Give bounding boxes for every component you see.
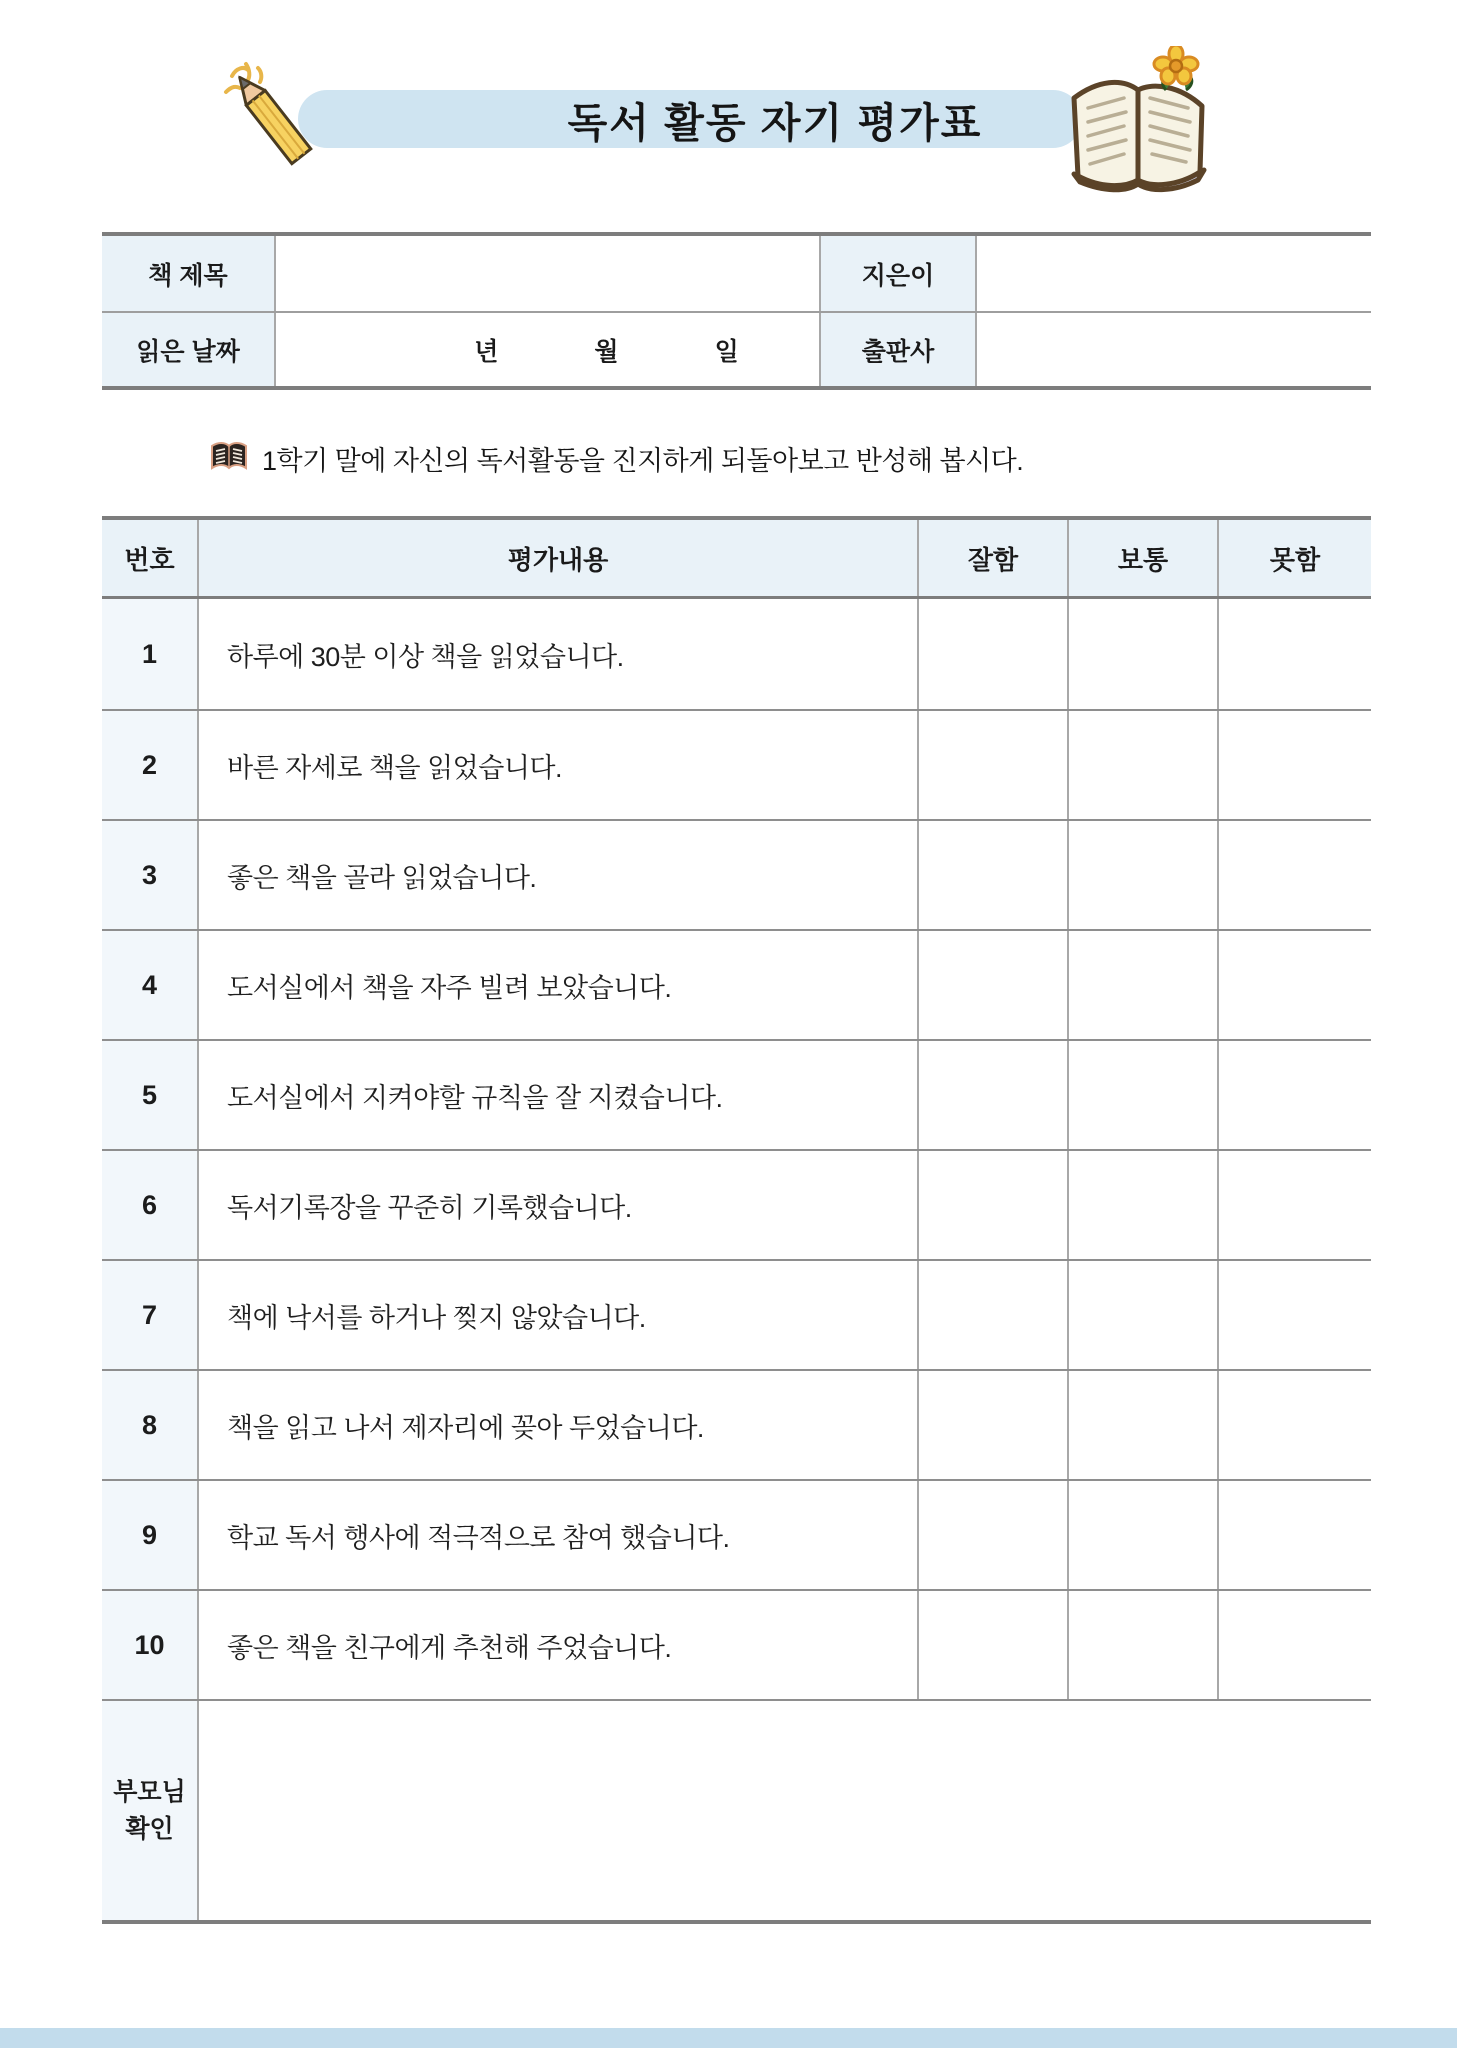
rating-cell-good[interactable]: [919, 1481, 1069, 1589]
publisher-label: 출판사: [821, 313, 977, 386]
title-banner-row: [102, 0, 1371, 232]
row-content: 도서실에서 지켜야할 규칙을 잘 지켰습니다.: [199, 1041, 919, 1149]
book-title-label: 책 제목: [102, 236, 276, 311]
row-content: 책에 낙서를 하거나 찢지 않았습니다.: [199, 1261, 919, 1369]
row-number: 1: [102, 599, 199, 709]
header-good: 잘함: [919, 520, 1069, 596]
table-row: [102, 929, 1371, 1039]
rating-cell-good[interactable]: [919, 931, 1069, 1039]
row-number: 7: [102, 1261, 199, 1369]
info-row-title-author: [102, 236, 1371, 311]
table-row: [102, 819, 1371, 929]
rating-cell-good[interactable]: [919, 599, 1069, 709]
row-content: 바른 자세로 책을 읽었습니다.: [199, 711, 919, 819]
rating-cell-good[interactable]: [919, 1151, 1069, 1259]
month-unit-label: 월: [594, 337, 619, 366]
row-content: 독서기록장을 꾸준히 기록했습니다.: [199, 1151, 919, 1259]
rating-cell-poor[interactable]: [1219, 599, 1371, 709]
footer-accent-band: [0, 2028, 1457, 2048]
book-title-field[interactable]: [276, 236, 821, 311]
publisher-field[interactable]: [977, 313, 1371, 386]
day-unit-label: 일: [714, 337, 739, 366]
header-average: 보통: [1069, 520, 1219, 596]
read-date-field[interactable]: [276, 313, 821, 386]
table-row: [102, 1589, 1371, 1699]
year-unit-label: 년: [474, 337, 499, 366]
rating-cell-good[interactable]: [919, 821, 1069, 929]
row-number: 3: [102, 821, 199, 929]
rating-cell-good[interactable]: [919, 1591, 1069, 1699]
rating-cell-poor[interactable]: [1219, 1481, 1371, 1589]
instruction-text: 1학기 말에 자신의 독서활동을 진지하게 되돌아보고 반성해 봅시다.: [262, 445, 1024, 476]
row-content: 학교 독서 행사에 적극적으로 참여 했습니다.: [199, 1481, 919, 1589]
rating-cell-poor[interactable]: [1219, 1591, 1371, 1699]
rating-cell-average[interactable]: [1069, 821, 1219, 929]
row-number: 9: [102, 1481, 199, 1589]
row-number: 10: [102, 1591, 199, 1699]
table-row: [102, 1479, 1371, 1589]
parent-confirmation-label: [102, 1701, 199, 1920]
rating-cell-average[interactable]: [1069, 599, 1219, 709]
author-field[interactable]: [977, 236, 1371, 311]
header-poor: 못함: [1219, 520, 1371, 596]
rating-cell-average[interactable]: [1069, 1591, 1219, 1699]
rating-cell-poor[interactable]: [1219, 1041, 1371, 1149]
info-row-date-publisher: [102, 311, 1371, 386]
rating-cell-average[interactable]: [1069, 1151, 1219, 1259]
table-header-row: [102, 520, 1371, 599]
rating-cell-poor[interactable]: [1219, 821, 1371, 929]
row-content: 책을 읽고 나서 제자리에 꽂아 두었습니다.: [199, 1371, 919, 1479]
parent-confirmation-field[interactable]: [199, 1701, 1371, 1920]
title-banner: [298, 90, 1082, 148]
parent-label-line2: 확인: [125, 1814, 174, 1843]
instruction-line: [102, 436, 1371, 480]
row-content: 좋은 책을 친구에게 추천해 주었습니다.: [199, 1591, 919, 1699]
table-row: [102, 1369, 1371, 1479]
rating-cell-average[interactable]: [1069, 711, 1219, 819]
rating-cell-average[interactable]: [1069, 1371, 1219, 1479]
row-content: 하루에 30분 이상 책을 읽었습니다.: [199, 599, 919, 709]
rating-cell-average[interactable]: [1069, 1041, 1219, 1149]
rating-cell-average[interactable]: [1069, 1261, 1219, 1369]
pencil-icon: [218, 58, 328, 178]
rating-cell-poor[interactable]: [1219, 711, 1371, 819]
header-number: 번호: [102, 520, 199, 596]
row-content: 도서실에서 책을 자주 빌려 보았습니다.: [199, 931, 919, 1039]
rating-cell-average[interactable]: [1069, 931, 1219, 1039]
worksheet-sheet: [102, 0, 1371, 1924]
open-book-icon: [210, 442, 248, 474]
table-row: [102, 599, 1371, 709]
parent-confirmation-row: [102, 1699, 1371, 1920]
rating-cell-good[interactable]: [919, 1261, 1069, 1369]
rating-cell-poor[interactable]: [1219, 1261, 1371, 1369]
author-label: 지은이: [821, 236, 977, 311]
rating-cell-good[interactable]: [919, 1371, 1069, 1479]
row-number: 6: [102, 1151, 199, 1259]
rating-cell-poor[interactable]: [1219, 1151, 1371, 1259]
rating-cell-good[interactable]: [919, 1041, 1069, 1149]
read-date-label: 읽은 날짜: [102, 313, 276, 386]
rating-cell-average[interactable]: [1069, 1481, 1219, 1589]
header-content: 평가내용: [199, 520, 919, 596]
table-row: [102, 709, 1371, 819]
row-number: 2: [102, 711, 199, 819]
self-evaluation-table: [102, 516, 1371, 1924]
book-info-table: [102, 232, 1371, 390]
row-number: 4: [102, 931, 199, 1039]
row-content: 좋은 책을 골라 읽었습니다.: [199, 821, 919, 929]
page-title: 독서 활동 자기 평가표: [567, 99, 983, 146]
row-number: 5: [102, 1041, 199, 1149]
table-row: [102, 1259, 1371, 1369]
parent-label-line1: 부모님: [113, 1778, 186, 1807]
rating-cell-poor[interactable]: [1219, 931, 1371, 1039]
table-row: [102, 1039, 1371, 1149]
survey-rows: [102, 599, 1371, 1699]
rating-cell-poor[interactable]: [1219, 1371, 1371, 1479]
row-number: 8: [102, 1371, 199, 1479]
rating-cell-good[interactable]: [919, 711, 1069, 819]
open-book-flower-icon: [1054, 46, 1222, 198]
table-row: [102, 1149, 1371, 1259]
